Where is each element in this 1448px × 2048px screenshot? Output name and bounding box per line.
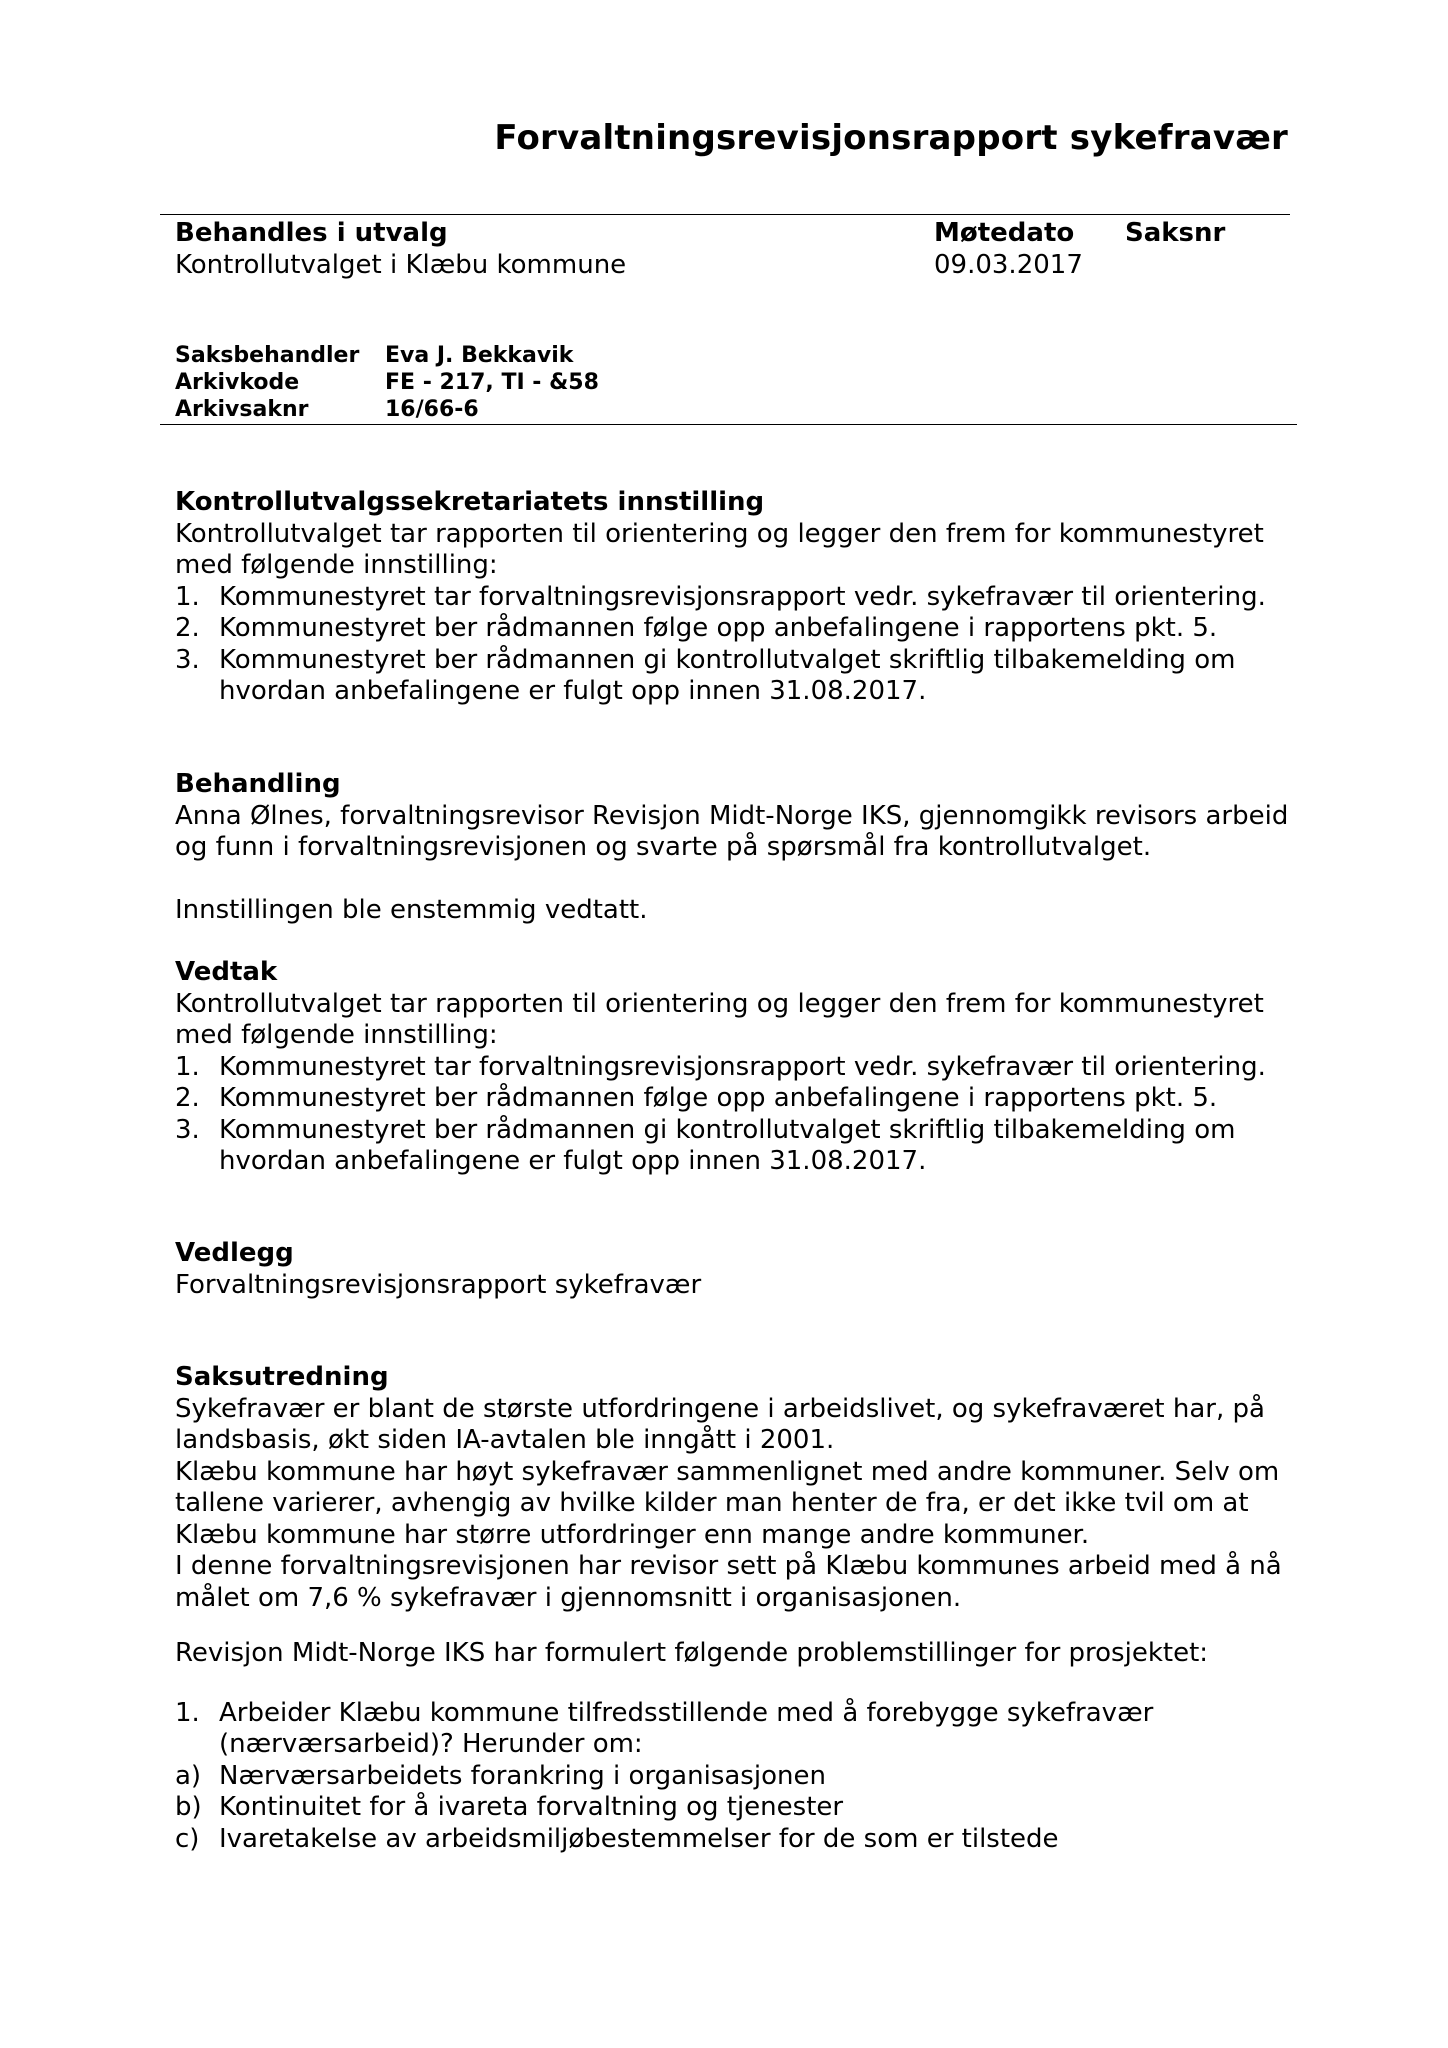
case-info-table <box>175 342 599 423</box>
attachment-section <box>175 1238 1305 1301</box>
list-item-number: 3. <box>175 644 200 675</box>
list-item-letter: b) <box>175 1792 202 1822</box>
attachment-heading: Vedlegg <box>175 1238 294 1268</box>
treatment-text: Anna Ølnes, forvaltningsrevisor Revisjon Midt-Norge IKS, gjennomgikk revisors arbeid og funn i forvaltningsrevisjonen og svarte på spørsmål fra kontrollutvalget. <box>175 800 1289 862</box>
list-item-text: Kommunestyret tar forvaltningsrevisjonsrapport vedr. sykefravær til orientering. <box>219 1051 1266 1082</box>
case-info-row <box>175 342 599 369</box>
list-item <box>175 1052 1305 1084</box>
list-item-number: 3. <box>175 1114 200 1145</box>
meeting-date: 09.03.2017 <box>934 250 1083 280</box>
recommendation-heading: Kontrollutvalgssekretariatets innstilling <box>175 487 765 517</box>
case-info-label: Arkivkode <box>175 370 300 395</box>
case-info-value: Eva J. Bekkavik <box>385 343 574 368</box>
date-column-header: Møtedato <box>934 218 1075 248</box>
list-item-number: 2. <box>175 1083 200 1113</box>
case-info-row <box>175 396 599 423</box>
attachment-text: Forvaltningsrevisjonsrapport sykefravær <box>175 1269 702 1300</box>
list-item-text: Arbeider Klæbu kommune tilfredsstillende med å forebygge sykefravær (nærværsarbeid)? Herunder om: <box>219 1697 1154 1759</box>
decision-intro: Kontrollutvalget tar rapporten til orientering og legger den frem for kommunestyret med følgende innstilling: <box>175 988 1264 1050</box>
list-item-number: 1. <box>175 1051 200 1082</box>
list-item-text: Kommunestyret tar forvaltningsrevisjonsrapport vedr. sykefravær til orientering. <box>219 581 1266 612</box>
list-item <box>175 613 1305 645</box>
committee-column-header: Behandles i utvalg <box>175 218 448 248</box>
list-item <box>175 645 1305 708</box>
report-paragraph: Revisjon Midt-Norge IKS har formulert følgende problemstillinger for prosjektet: <box>175 1638 1209 1668</box>
list-item-number: 1. <box>175 581 200 612</box>
list-item <box>175 1824 1305 1856</box>
recommendation-section <box>175 487 1305 708</box>
list-item-letter: c) <box>175 1823 200 1854</box>
decision-section <box>175 957 1305 1178</box>
case-number-column-header: Saksnr <box>1125 218 1226 248</box>
list-item-text: Kommunestyret ber rådmannen følge opp anbefalingene i rapportens pkt. 5. <box>219 613 1218 643</box>
document-title: Forvaltningsrevisjonsrapport sykefravær <box>494 118 1288 158</box>
case-info-value: FE - 217, TI - &58 <box>385 370 599 395</box>
list-item-letter: a) <box>175 1760 202 1791</box>
list-item <box>175 1698 1305 1761</box>
recommendation-intro: Kontrollutvalget tar rapporten til orientering og legger den frem for kommunestyret med følgende innstilling: <box>175 518 1264 580</box>
list-item-text: Kommunestyret ber rådmannen gi kontrollutvalget skriftlig tilbakemelding om hvordan anbefalingene er fulgt opp innen 31.08.2017. <box>219 644 1236 706</box>
report-paragraph: Sykefravær er blant de største utfordringene i arbeidslivet, og sykefraværet har, på landsbasis, økt siden IA-avtalen ble inngått i 2001. <box>175 1393 1265 1455</box>
list-item-text: Kommunestyret ber rådmannen følge opp anbefalingene i rapportens pkt. 5. <box>219 1083 1218 1113</box>
report-paragraph: Klæbu kommune har høyt sykefravær sammenlignet med andre kommuner. Selv om tallene varierer, avhengig av hvilke kilder man henter de fra, er det ikke tvil om at Klæbu kommune har større utfordringer enn mange andre kommuner. <box>175 1456 1280 1550</box>
header-bottom-rule <box>160 424 1297 425</box>
report-section <box>175 1362 1305 1855</box>
case-info-label: Arkivsaknr <box>175 397 309 422</box>
list-item <box>175 582 1305 614</box>
list-item <box>175 1083 1305 1115</box>
list-item-number: 1. <box>175 1697 200 1728</box>
recommendation-list <box>175 582 1305 708</box>
list-item-text: Ivaretakelse av arbeidsmiljøbestemmelser for de som er tilstede <box>219 1823 1059 1854</box>
list-item <box>175 1761 1305 1793</box>
report-paragraph: I denne forvaltningsrevisjonen har revisor sett på Klæbu kommunes arbeid med å nå målet om 7,6 % sykefravær i gjennomsnitt i organisasjonen. <box>175 1551 1282 1613</box>
case-info-row <box>175 369 599 396</box>
case-info-value: 16/66-6 <box>385 397 479 422</box>
sub-question-list <box>175 1761 1305 1856</box>
list-item-text: Nærværsarbeidets forankring i organisasjonen <box>219 1760 826 1791</box>
decision-heading: Vedtak <box>175 957 278 987</box>
treatment-heading: Behandling <box>175 769 341 799</box>
header-top-rule <box>160 214 1290 215</box>
report-heading: Saksutredning <box>175 1362 389 1392</box>
committee-name: Kontrollutvalget i Klæbu kommune <box>175 250 627 280</box>
list-item <box>175 1792 1305 1824</box>
list-item <box>175 1115 1305 1178</box>
case-info-label: Saksbehandler <box>175 343 360 368</box>
list-item-number: 2. <box>175 613 200 643</box>
treatment-section <box>175 769 1305 927</box>
treatment-result: Innstillingen ble enstemmig vedtatt. <box>175 895 648 925</box>
problem-list <box>175 1698 1305 1761</box>
list-item-text: Kontinuitet for å ivareta forvaltning og tjenester <box>219 1792 844 1822</box>
decision-list <box>175 1052 1305 1178</box>
list-item-text: Kommunestyret ber rådmannen gi kontrollutvalget skriftlig tilbakemelding om hvordan anbefalingene er fulgt opp innen 31.08.2017. <box>219 1114 1236 1176</box>
